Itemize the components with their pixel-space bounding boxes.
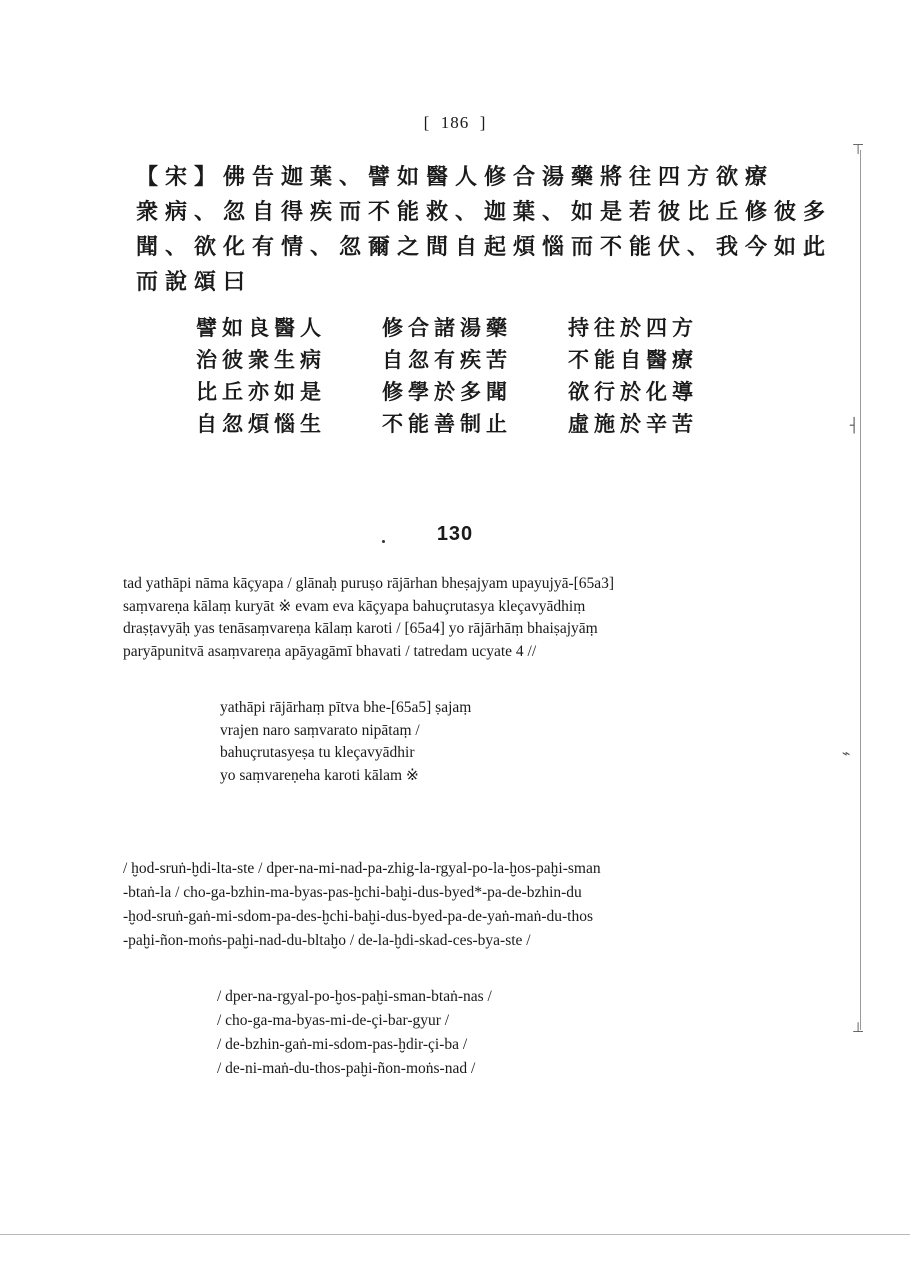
verse-phrase: 自忽煩惱生 (196, 412, 326, 436)
sanskrit-prose-line: saṃvareṇa kālaṃ kuryāt ※ evam eva kāçyapa bahuçrutasya kleçavyādhiṃ (123, 597, 586, 615)
verse-phrase: 治彼衆生病 (196, 348, 326, 372)
verse-phrase: 欲行於化導 (568, 380, 698, 404)
tibetan-prose-line: -paḫi-ñon-moṅs-paḫi-nad-du-bltaḫo / de-la-ḫdi-skad-ces-bya-ste / (123, 932, 531, 949)
chinese-prose-line: 聞、欲化有情、忽爾之間自起煩惱而不能伏、我今如此 (136, 235, 833, 260)
verse-phrase: 不能自醫療 (568, 348, 698, 372)
sanskrit-verse-line: bahuçrutasyeṣa tu kleçavyādhir (220, 744, 415, 761)
margin-mark: ┤ (850, 418, 859, 434)
tibetan-verse-line: / de-ni-maṅ-du-thos-paḫi-ñon-moṅs-nad / (217, 1060, 476, 1077)
page-number: [ 186 ] (423, 113, 487, 132)
tibetan-prose-line: -ḫod-sruṅ-gaṅ-mi-sdom-pa-des-ḫchi-baḫi-dus-byed-pa-de-yaṅ-maṅ-du-thos (123, 908, 594, 925)
verse-phrase: 修合諸湯藥 (382, 316, 512, 340)
chinese-prose-line: 【宋】佛告迦葉、譬如醫人修合湯藥將往四方欲療 (136, 165, 775, 190)
sanskrit-verse-line: yo saṃvareṇeha karoti kālam ※ (220, 766, 419, 784)
section-number: 130 (436, 523, 474, 545)
tibetan-verse-line: / cho-ga-ma-byas-mi-de-çi-bar-gyur / (217, 1012, 450, 1029)
sanskrit-verse-line: vrajen naro saṃvarato nipātaṃ / (220, 721, 420, 739)
verse-phrase: 自忽有疾苦 (382, 348, 512, 372)
verse-phrase: 比丘亦如是 (196, 380, 326, 404)
verse-phrase: 譬如良醫人 (196, 316, 326, 340)
tibetan-verse-line: / de-bzhin-gaṅ-mi-sdom-pas-ḫdir-çi-ba / (217, 1036, 468, 1053)
verse-phrase: 虛施於辛苦 (568, 412, 698, 436)
margin-mark: ⌁ (842, 746, 851, 762)
tibetan-verse-line: / dper-na-rgyal-po-ḫos-paḫi-sman-btaṅ-nas / (217, 988, 492, 1005)
tibetan-prose (123, 857, 803, 953)
binding-margin-line (860, 150, 861, 1030)
chinese-prose-line: 而說頌曰 (136, 270, 253, 295)
chinese-prose (136, 160, 833, 300)
sanskrit-prose-line: paryāpunitvā asaṃvareṇa apāyagāmī bhavati / tatredam ucyate 4 // (123, 642, 537, 660)
chinese-prose-line: 衆病、忽自得疾而不能救、迦葉、如是若彼比丘修彼多 (136, 200, 833, 225)
sanskrit-prose-line: draṣṭavyāḥ yas tenāsaṃvareṇa kālaṃ karoti / [65a4] yo rājārhāṃ bhaiṣajyāṃ (123, 620, 598, 637)
tibetan-verse (217, 985, 492, 1081)
verse-phrase: 不能善制止 (382, 412, 512, 436)
margin-mark: ⊤ (852, 142, 865, 158)
tibetan-prose-line: -btaṅ-la / cho-ga-bzhin-ma-byas-pas-ḫchi-baḫi-dus-byed*-pa-de-bzhin-du (123, 884, 582, 901)
tibetan-prose-line: / ḫod-sruṅ-ḫdi-lta-ste / dper-na-mi-nad-pa-zhig-la-rgyal-po-la-ḫos-paḫi-sman (123, 860, 601, 877)
margin-mark: ⊥ (852, 1020, 865, 1036)
scan-bottom-rule (0, 1234, 910, 1235)
sanskrit-verse (220, 697, 471, 787)
sanskrit-prose-line: tad yathāpi nāma kāçyapa / glānaḥ puruṣo rājārhan bheṣajyam upayujyā-[65a3] (123, 575, 615, 592)
verse-phrase: 持往於四方 (568, 316, 698, 340)
verse-phrase: 修學於多聞 (382, 380, 512, 404)
sanskrit-verse-line: yathāpi rājārhaṃ pītva bhe-[65a5] ṣajaṃ (220, 699, 472, 716)
sanskrit-prose (123, 573, 793, 663)
